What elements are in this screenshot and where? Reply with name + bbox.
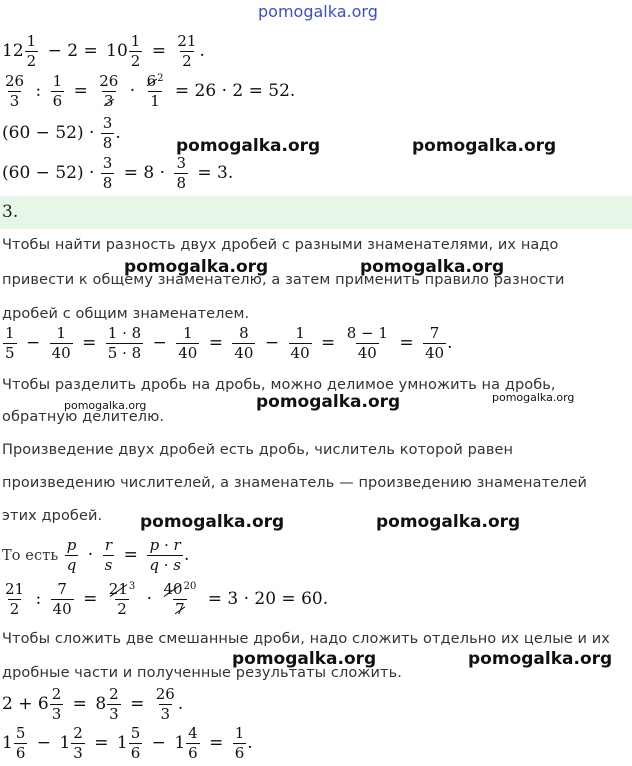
equation-line-3 [2,116,121,151]
fraction: $\frac{1}{40}$ [178,324,198,362]
paragraph-line: произведению числителей, а знаменатель — произведению знаменателей [2,475,588,491]
result: = 3 · 20 = 60. [207,589,329,609]
fraction: $\frac{r}{s}$ [104,536,113,574]
fraction: $\frac{5}{6}$ [15,724,26,762]
fraction: $\frac{7}{40}$ [424,324,445,362]
fraction: $\frac{8}{40}$ [234,324,254,362]
period: . [115,123,121,143]
fraction: $\frac{1}{5}$ [5,324,15,362]
paragraph-line: привести к общему знаменателю, а затем применить правило разности [2,272,565,288]
fraction: $\frac{p \cdot r}{q \cdot s}$ [149,536,181,574]
whole-part: 10 [106,41,128,61]
fraction: $\frac{7}{40}$ [52,580,72,618]
equation-line-2 [2,74,298,109]
equation-line-5: $\frac{1}{5}$ − $\frac{1}{40}$ = $\frac{1 \cdot 8}{5 \cdot 8}$ − $\frac{1}{40}$ = $\frac{8}{40}$ − $\frac{1}{40}$ = $\frac{8 - 1}{40}$ = $\frac{7}{40}$ . [5,324,453,362]
paragraph-line: Чтобы найти разность двух дробей с разными знаменателями, их надо [2,237,559,253]
watermark: pomogalka.org [412,136,557,156]
equation-line-8: 2 + 6 $\frac{2}{3}$ = 8 $\frac{2}{3}$ = $\frac{26}{3}$ . [2,685,184,723]
fraction: $\frac{1}{40}$ [290,324,310,362]
whole-part: 12 [2,41,24,61]
equation-line-9: 1 $\frac{5}{6}$ − 1 $\frac{2}{3}$ = 1 $\frac{5}{6}$ − 1 $\frac{4}{6}$ = $\frac{1}{6}$ . [2,724,253,762]
fraction: $\frac{8 - 1}{40}$ [346,324,388,362]
fraction: $\frac{21^3}{2}$ [108,580,136,618]
operator: : [35,81,42,101]
period: . [199,41,205,61]
period: . [447,333,453,353]
fraction: $\frac{21}{2}$ [177,32,197,70]
expression: (60 − 52) · [2,123,95,143]
operator: − 2 = [47,41,98,61]
operator: · [129,81,136,101]
fraction: $\frac{p}{q}$ [66,536,77,574]
result: = 3. [197,163,234,183]
period: . [177,694,184,714]
paragraph-line: дробные части и полученные результаты сложить. [2,665,402,681]
watermark: pomogalka.org [492,391,575,404]
fraction: $\frac{2}{3}$ [109,685,119,723]
fraction: $\frac{26}{3}$ [99,72,119,110]
watermark: pomogalka.org [64,399,147,412]
operator: = [151,41,166,61]
period: . [247,733,253,753]
paragraph-line: дробей с общим знаменателем. [2,306,250,322]
fraction: $\frac{2}{3}$ [51,685,62,723]
fraction: $\frac{5}{6}$ [130,724,141,762]
section-band [0,196,632,229]
watermark: pomogalka.org [360,257,505,277]
paragraph-line: Чтобы сложить две смешанные дроби, надо сложить отдельно их целые и их [2,631,610,647]
fraction: $\frac{6^2}{1}$ [146,72,164,110]
watermark: pomogalka.org [140,512,285,532]
fraction: $\frac{4}{6}$ [188,724,198,762]
watermark: pomogalka.org [124,257,269,277]
paragraph-line: обратную делителю. [2,409,165,425]
fraction: $\frac{21}{2}$ [5,580,25,618]
fraction: $\frac{26}{3}$ [5,72,25,110]
lead-text: То есть [2,548,59,564]
fraction: $\frac{1}{6}$ [234,724,245,762]
watermark: pomogalka.org [232,649,377,669]
fraction: $\frac{40^{20}}{7}$ [163,580,197,618]
watermark: pomogalka.org [176,136,321,156]
fraction: $\frac{2}{3}$ [73,724,83,762]
fraction: $\frac{3}{8}$ [176,154,186,192]
period: . [183,545,190,565]
expression: = 8 · [123,163,166,183]
equation-line-1 [2,34,205,69]
expression: 2 + [2,694,33,714]
equation-line-4 [2,156,236,191]
watermark: pomogalka.org [256,392,401,412]
watermark: pomogalka.org [376,512,521,532]
equation-line-7: $\frac{21}{2}$ : $\frac{7}{40}$ = $\frac{21^3}{2}$ · $\frac{40^{20}}{7}$ = 3 · 20 = 60. [5,580,329,618]
operator: = [73,81,88,101]
watermark: pomogalka.org [468,649,613,669]
paragraph-line: Чтобы разделить дробь на дробь, можно делимое умножить на дробь, [2,377,556,393]
section-heading: 3. [2,202,19,222]
expression: (60 − 52) · [2,163,95,183]
fraction: $\frac{26}{3}$ [155,685,175,723]
fraction: $\frac{1 \cdot 8}{5 \cdot 8}$ [107,324,142,362]
paragraph-line: этих дробей. [2,508,103,524]
fraction: $\frac{1}{2}$ [130,32,141,70]
paragraph-line: Произведение двух дробей есть дробь, числитель которой равен [2,442,514,458]
fraction: $\frac{3}{8}$ [102,154,113,192]
fraction: $\frac{1}{6}$ [52,72,63,110]
fraction: $\frac{1}{2}$ [26,32,37,70]
watermark-top: pomogalka.org [258,2,378,21]
result: = 26 · 2 = 52. [174,81,296,101]
fraction: $\frac{1}{40}$ [51,324,71,362]
equation-line-6: То есть $\frac{p}{q}$ · $\frac{r}{s}$ = $\frac{p \cdot r}{q \cdot s}$ . [2,536,190,574]
fraction: $\frac{3}{8}$ [102,114,113,152]
